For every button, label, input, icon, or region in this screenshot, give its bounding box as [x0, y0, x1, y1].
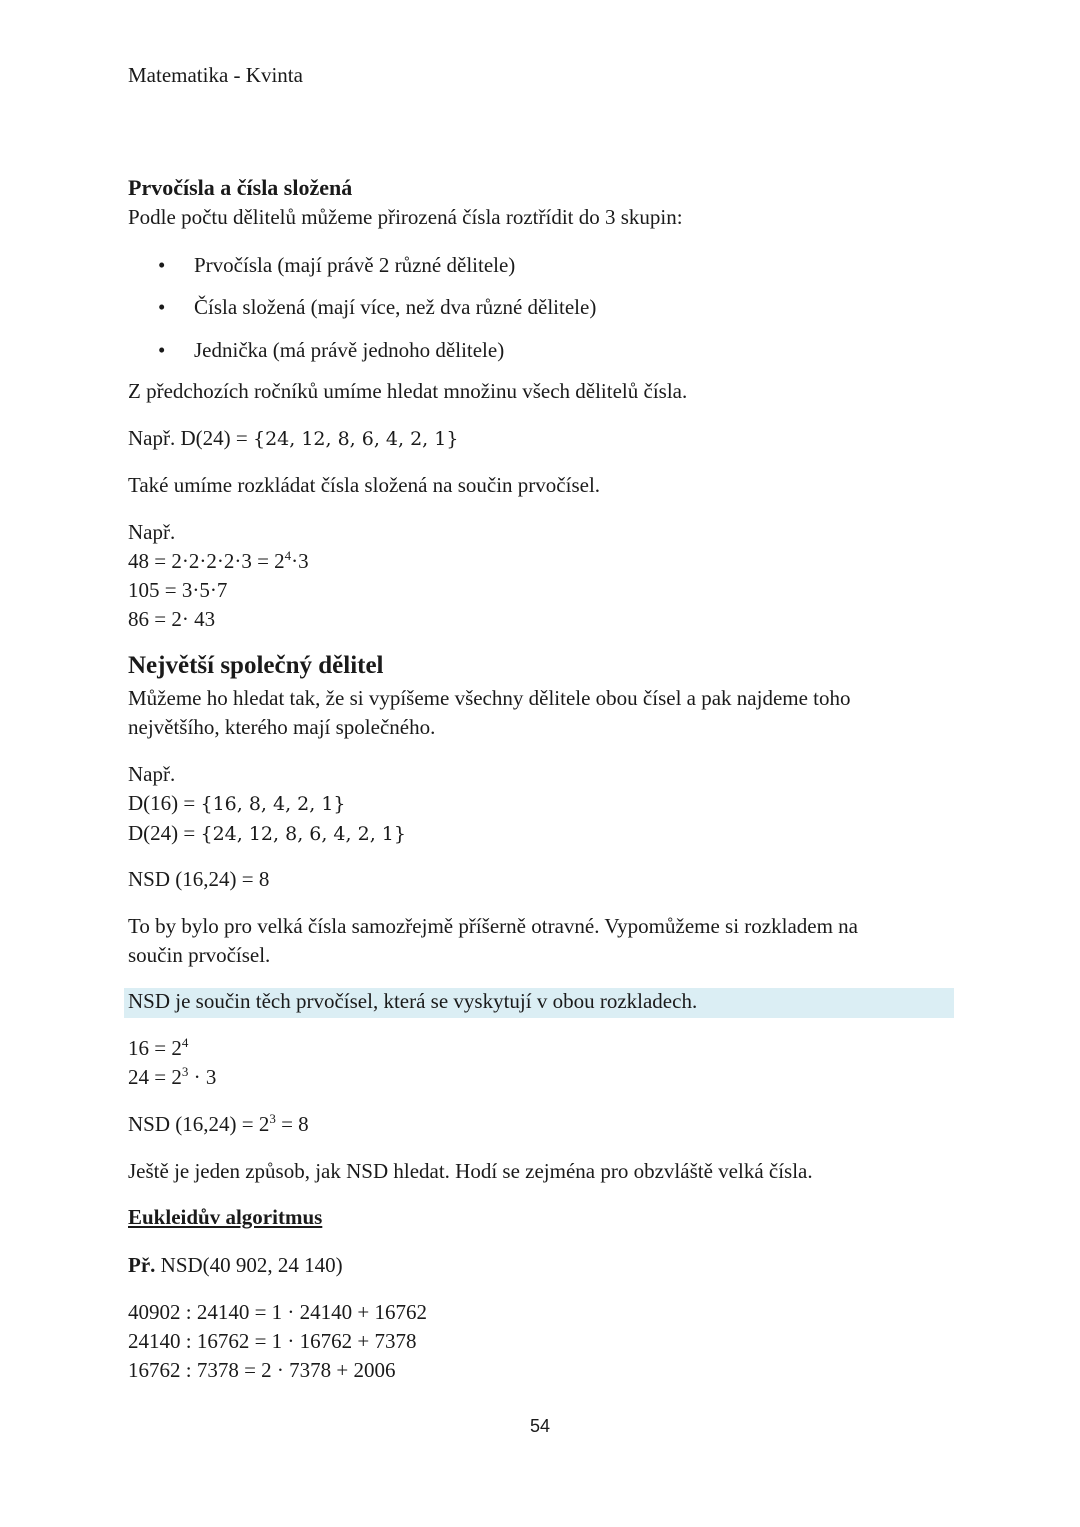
euclid-example: [128, 1251, 343, 1280]
text-line: To by bylo pro velká čísla samozřejmě příšerně otravné. Vypomůžeme si rozkladem na: [128, 914, 858, 938]
expr-text: = 8: [275, 1112, 309, 1136]
paragraph-factorization: Také umíme rozkládat čísla složená na součin prvočísel.: [128, 473, 601, 497]
text-line: největšího, kterého mají společného.: [128, 715, 436, 739]
page-number: 54: [529, 1416, 551, 1436]
divisor-set: {24, 12, 8, 6, 4, 2, 1}: [252, 428, 459, 450]
divisor-set: {16, 8, 4, 2, 1}: [200, 793, 346, 815]
algorithm-step: 24140 : 16762 = 1 · 16762 + 7378: [128, 1329, 417, 1353]
algorithm-step: 40902 : 24140 = 1 · 24140 + 16762: [128, 1300, 428, 1324]
paragraph-divisors: Z předchozích ročníků umíme hledat množinu všech dělitelů čísla.: [128, 379, 688, 403]
expr-text: 16 = 2: [128, 1036, 182, 1060]
section-heading-primes: Prvočísla a čísla složená: [128, 175, 353, 200]
intro-paragraph: Podle počtu dělitelů můžeme přirozená čísla roztřídit do 3 skupin:: [128, 205, 683, 229]
expr-text: NSD(40 902, 24 140): [155, 1253, 343, 1277]
euclid-steps: [128, 1298, 427, 1385]
example-86: 86 = 2· 43: [128, 607, 216, 631]
expr-text: 48 = 2·2·2·2·3 = 2: [128, 549, 285, 573]
expr-text: · 3: [188, 1065, 217, 1089]
nsd-result-1: NSD (16,24) = 8: [128, 867, 270, 891]
exponent: 4: [181, 1035, 189, 1050]
running-header: Matematika - Kvinta: [128, 63, 303, 87]
algorithm-step: 16762 : 7378 = 2 · 7378 + 2006: [128, 1358, 396, 1382]
gcd-example: [128, 760, 406, 849]
example-48: [128, 547, 309, 576]
prime-decompositions: [128, 1034, 216, 1092]
bullet-marker: •: [158, 253, 166, 277]
example-prefix: Např. D(24) =: [128, 426, 253, 450]
list-item: Čísla složená (mají více, než dva různé dělitele): [194, 295, 597, 319]
example-d16: [128, 789, 406, 819]
example-label: Např.: [128, 520, 176, 544]
example-label: Např.: [128, 762, 176, 786]
exponent: 3: [269, 1111, 276, 1126]
expr-text: D(24) =: [128, 821, 201, 845]
decomp-16: [128, 1034, 216, 1063]
example-105: 105 = 3·5·7: [128, 578, 228, 602]
text-line: součin prvočísel.: [128, 943, 271, 967]
paragraph-large-numbers: [128, 912, 858, 970]
example-d24: [128, 424, 458, 454]
expr-text: D(16) =: [128, 791, 201, 815]
exponent: 3: [181, 1064, 189, 1079]
section-heading-gcd: Největší společný dělitel: [128, 652, 384, 679]
exponent: 4: [284, 548, 292, 563]
highlight-rule: NSD je součin těch prvočísel, která se vyskytují v obou rozkladech.: [128, 989, 698, 1013]
paragraph-another-way: Ještě je jeden způsob, jak NSD hledat. Hodí se zejména pro obzvláště velká čísla.: [128, 1159, 813, 1183]
example-d24: [128, 819, 406, 849]
bullet-marker: •: [158, 295, 166, 319]
euclid-title: Eukleidův algoritmus: [128, 1205, 323, 1229]
list-item: Jednička (má právě jednoho dělitele): [194, 338, 505, 362]
bullet-marker: •: [158, 338, 166, 362]
expr-text: NSD (16,24) = 2: [128, 1112, 270, 1136]
decomp-24: [128, 1063, 216, 1092]
factorization-examples: [128, 518, 309, 634]
example-marker: Př.: [128, 1253, 156, 1277]
list-item: Prvočísla (mají právě 2 různé dělitele): [194, 253, 516, 277]
divisor-set: {24, 12, 8, 6, 4, 2, 1}: [200, 823, 406, 845]
expr-text: ·3: [291, 549, 309, 573]
expr-text: 24 = 2: [128, 1065, 182, 1089]
nsd-result-2: [128, 1110, 309, 1139]
paragraph-gcd-intro: [128, 684, 851, 742]
text-line: Můžeme ho hledat tak, že si vypíšeme všechny dělitele obou čísel a pak najdeme toho: [128, 686, 851, 710]
